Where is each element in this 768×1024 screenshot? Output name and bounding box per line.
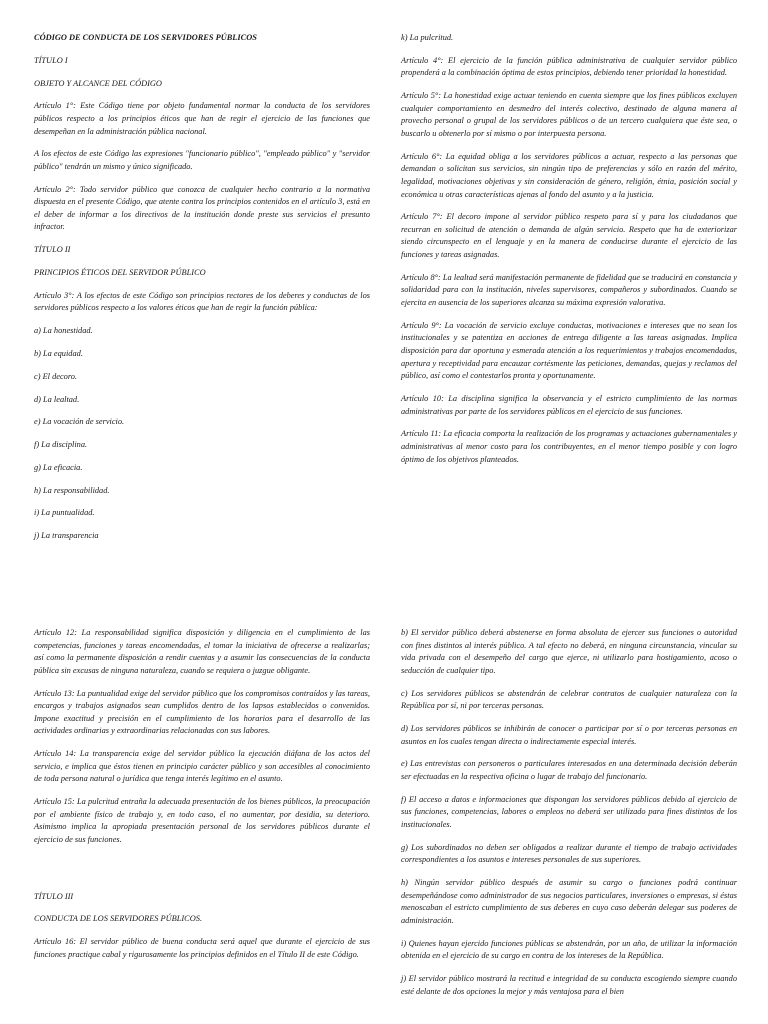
conduct-item-j: j) El servidor público mostrará la rectitud e integridad de su conducta escogiendo siempre cuando esté delante de dos opciones la mejor y más ventajosa para el bien xyxy=(401,973,737,996)
conduct-item-i: i) Quienes hayan ejercido funciones públicas se abstendrán, por un año, de utilizar la información obtenida en el ejercicio de su cargo en contra de los intereses de la República. xyxy=(401,938,737,961)
principle-item: i) La puntualidad. xyxy=(34,508,95,518)
titulo-2-name: PRINCIPIOS ÉTICOS DEL SERVIDOR PÚBLICO xyxy=(34,268,206,278)
conduct-item-d: d) Los servidores públicos se inhibirán de conocer o participar por sí o por terceras personas en asuntos en los cuales tengan directa o indirectamente especial interés. xyxy=(401,723,737,746)
titulo-1-name: OBJETO Y ALCANCE DEL CÓDIGO xyxy=(34,78,162,88)
article-13: Artículo 13: La puntualidad exige del servidor público que los compromisos contraídos y las tareas, encargos y trabajos asignados sean cumplidos dentro de los lapsos establecidos o convenidos. Impone exactitud y precisión en el cumplimiento de los horarios para el desarrollo de las actividades ordinarias y extraordinarias relacionadas con sus labores. xyxy=(34,688,370,736)
page2-left-column xyxy=(34,627,370,972)
article-11: Artículo 11: La eficacia comporta la realización de los programas y actuaciones gubernamentales y administrativas al menor costo para los contribuyentes, en el menor tiempo posible y con logro óptimo de los objetivos planteados. xyxy=(401,429,737,464)
page1-left-column xyxy=(34,32,370,553)
principle-item: c) El decoro. xyxy=(34,371,78,381)
principle-item: f) La disciplina. xyxy=(34,440,88,450)
titulo-1-heading: TÍTULO I xyxy=(34,55,68,65)
section-gap xyxy=(34,857,370,891)
principle-item: h) La responsabilidad. xyxy=(34,485,110,495)
article-7: Artículo 7°: El decoro impone al servidor público respeto para sí y para los ciudadanos que recurran en solicitud de atención o demanda de algún servicio. Respeto que ha de exteriorizar siendo circunspecto en el lenguaje y en la manera de conducirse durante el ejercicio de las funciones y tareas asignadas. xyxy=(401,212,737,260)
article-2: Artículo 2°: Todo servidor público que conozca de cualquier hecho contrario a la normativa dispuesta en el presente Código, que atente contra los principios contenidos en el artículo 3, está en el deber de informar a los directivos de la institución donde preste sus servicios el presunto infractor. xyxy=(34,184,370,232)
article-1: Artículo 1°: Este Código tiene por objeto fundamental normar la conducta de los servidores públicos respecto a los principios éticos que han de regir el ejercicio de las funciones que desempeñan en la administración pública nacional. xyxy=(34,101,370,136)
principle-item: j) La transparencia xyxy=(34,531,99,541)
article-8: Artículo 8°: La lealtad será manifestación permanente de fidelidad que se traducirá en constancia y solidaridad para con la institución, niveles supervisores, compañeros y subordinados. Cuando se ejercita en ausencia de los superiores alcanza su máxima expresión valorativa. xyxy=(401,272,737,308)
page2-right-column xyxy=(401,627,737,1008)
article-3: Artículo 3°: A los efectos de este Código son principios rectores de los deberes y conductas de los servidores públicos respecto a los valores éticos que han de regir la función pública: xyxy=(34,290,370,313)
conduct-item-b: b) El servidor público deberá abstenerse en forma absoluta de ejercer sus funciones o autoridad con fines distintos al interés público. A tal efecto no deberá, en ninguna circunstancia, vincular su vida privada con el desempeño del cargo que ejerce, ni utilizarlo para hostigamiento, acoso o seducción de cualquier tipo. xyxy=(401,628,737,675)
titulo-3-name: CONDUCTA DE LOS SERVIDORES PÚBLICOS. xyxy=(34,914,203,924)
code-title: CÓDIGO DE CONDUCTA DE LOS SERVIDORES PÚBLICOS xyxy=(34,33,257,42)
principle-item: a) La honestidad. xyxy=(34,326,93,336)
article-14: Artículo 14: La transparencia exige del servidor público la ejecución diáfana de los actos del servicio, e implica que éstos tienen en principio carácter público y son accesibles al conocimiento de toda persona natural o jurídica que tenga interés legítimo en el asunto. xyxy=(34,749,370,784)
conduct-item-e: e) Las entrevistas con personeros o particulares interesados en una determinada decisión deberán ser efectuadas en la respectiva oficina o lugar de trabajo del funcionario. xyxy=(401,759,737,781)
conduct-item-c: c) Los servidores públicos se abstendrán de celebrar contratos de cualquier naturaleza con la República por sí, ni por terceras personas. xyxy=(401,688,737,711)
conduct-item-h: h) Ningún servidor público después de asumir su cargo o funciones podrá continuar desempeñándose como administrador de sus negocios particulares, inversiones o empresas, si éstas menoscaban el estricto cumplimiento de sus deberes en cuyo caso deberán delegar sus poderes de administración. xyxy=(401,878,737,925)
principle-item: b) La equidad. xyxy=(34,348,83,358)
article-12: Artículo 12: La responsabilidad significa disposición y diligencia en el cumplimiento de las competencias, funciones y tareas encomendadas, el tomar la iniciativa de ofrecerse a realizarlas; así como la permanente disposición a rendir cuentas y a asumir las consecuencias de la conducta pública sin excusas de ninguna naturaleza, cuando se requiera o juzgue obligante. xyxy=(34,628,370,675)
article-15: Artículo 15: La pulcritud entraña la adecuada presentación de los bienes públicos, la preocupación por el ambiente físico de trabajo y, en todo caso, el no aumentar, por desidia, su deterioro. Asimismo implica la apropiada presentación personal de los servidores públicos durante el ejercicio de sus funciones. xyxy=(34,797,370,844)
article-9: Artículo 9°: La vocación de servicio excluye conductas, motivaciones e intereses que no sean los institucionales y se patentiza en acciones de entrega diligente a las tareas asignadas. Implica disposición para dar oportuna y esmerada atención a los requerimientos y trabajos encomendados, apertura y receptividad para encauzar cortésmente las peticiones, demandas, quejas y reclamos del público, así como el contestarlos pronta y oportunamente. xyxy=(401,320,737,381)
principle-item: e) La vocación de servicio. xyxy=(34,417,125,427)
article-16: Artículo 16: El servidor público de buena conducta será aquel que durante el ejercicio de sus funciones practique cabal y rigurosamente los principios definidos en el Título II de este Código. xyxy=(34,937,370,959)
article-6: Artículo 6°: La equidad obliga a los servidores públicos a actuar, respecto a las personas que demandan o solicitan sus servicios, sin ningún tipo de preferencias y sólo en razón del mérito, legalidad, motivaciones objetivas y sin consideración de género, religión, étnia, posición social y económica u otras características ajenas al fondo del asunto y a la justicia. xyxy=(401,151,737,199)
conduct-item-f: f) El acceso a datos e informaciones que dispongan los servidores públicos debido al ejercicio de sus funciones, competencias, labores o empleos no deberá ser utilizado para fines distintos de los institucionales. xyxy=(401,794,737,829)
titulo-2-heading: TÍTULO II xyxy=(34,245,71,255)
titulo-3-heading: TÍTULO III xyxy=(34,891,74,901)
page1-right-column xyxy=(401,32,737,476)
article-5: Artículo 5°: La honestidad exige actuar teniendo en cuenta siempre que los fines públicos excluyen cualquier comportamiento en desmedro del interés colectivo, destinado de alguna manera al provecho personal o grupal de los servidores públicos o de un tercero cualquiera que éste sea, o buscarlo u obtenerlo por sí mismo o por interpuesta persona. xyxy=(401,91,737,138)
article-10: Artículo 10: La disciplina significa la observancia y el estricto cumplimiento de las normas administrativas por parte de los servidores públicos en el ejercicio de sus funciones. xyxy=(401,393,737,416)
conduct-item-g: g) Los subordinados no deben ser obligados a realizar durante el tiempo de trabajo actividades correspondientes a los asuntos e intereses personales de sus superiores. xyxy=(401,842,737,865)
principle-item: d) La lealtad. xyxy=(34,394,80,404)
article-4: Artículo 4°: El ejercicio de la función pública administrativa de cualquier servidor público propenderá a la combinación óptima de estos principios, debiendo tener prioridad la honestidad. xyxy=(401,55,737,78)
article-1-definitions: A los efectos de este Código las expresiones "funcionario público", "empleado público" y "servidor público" tendrán un mismo y único significado. xyxy=(34,149,370,171)
principle-item: g) La eficacia. xyxy=(34,462,83,472)
principle-item-k: k) La pulcritud. xyxy=(401,33,454,42)
